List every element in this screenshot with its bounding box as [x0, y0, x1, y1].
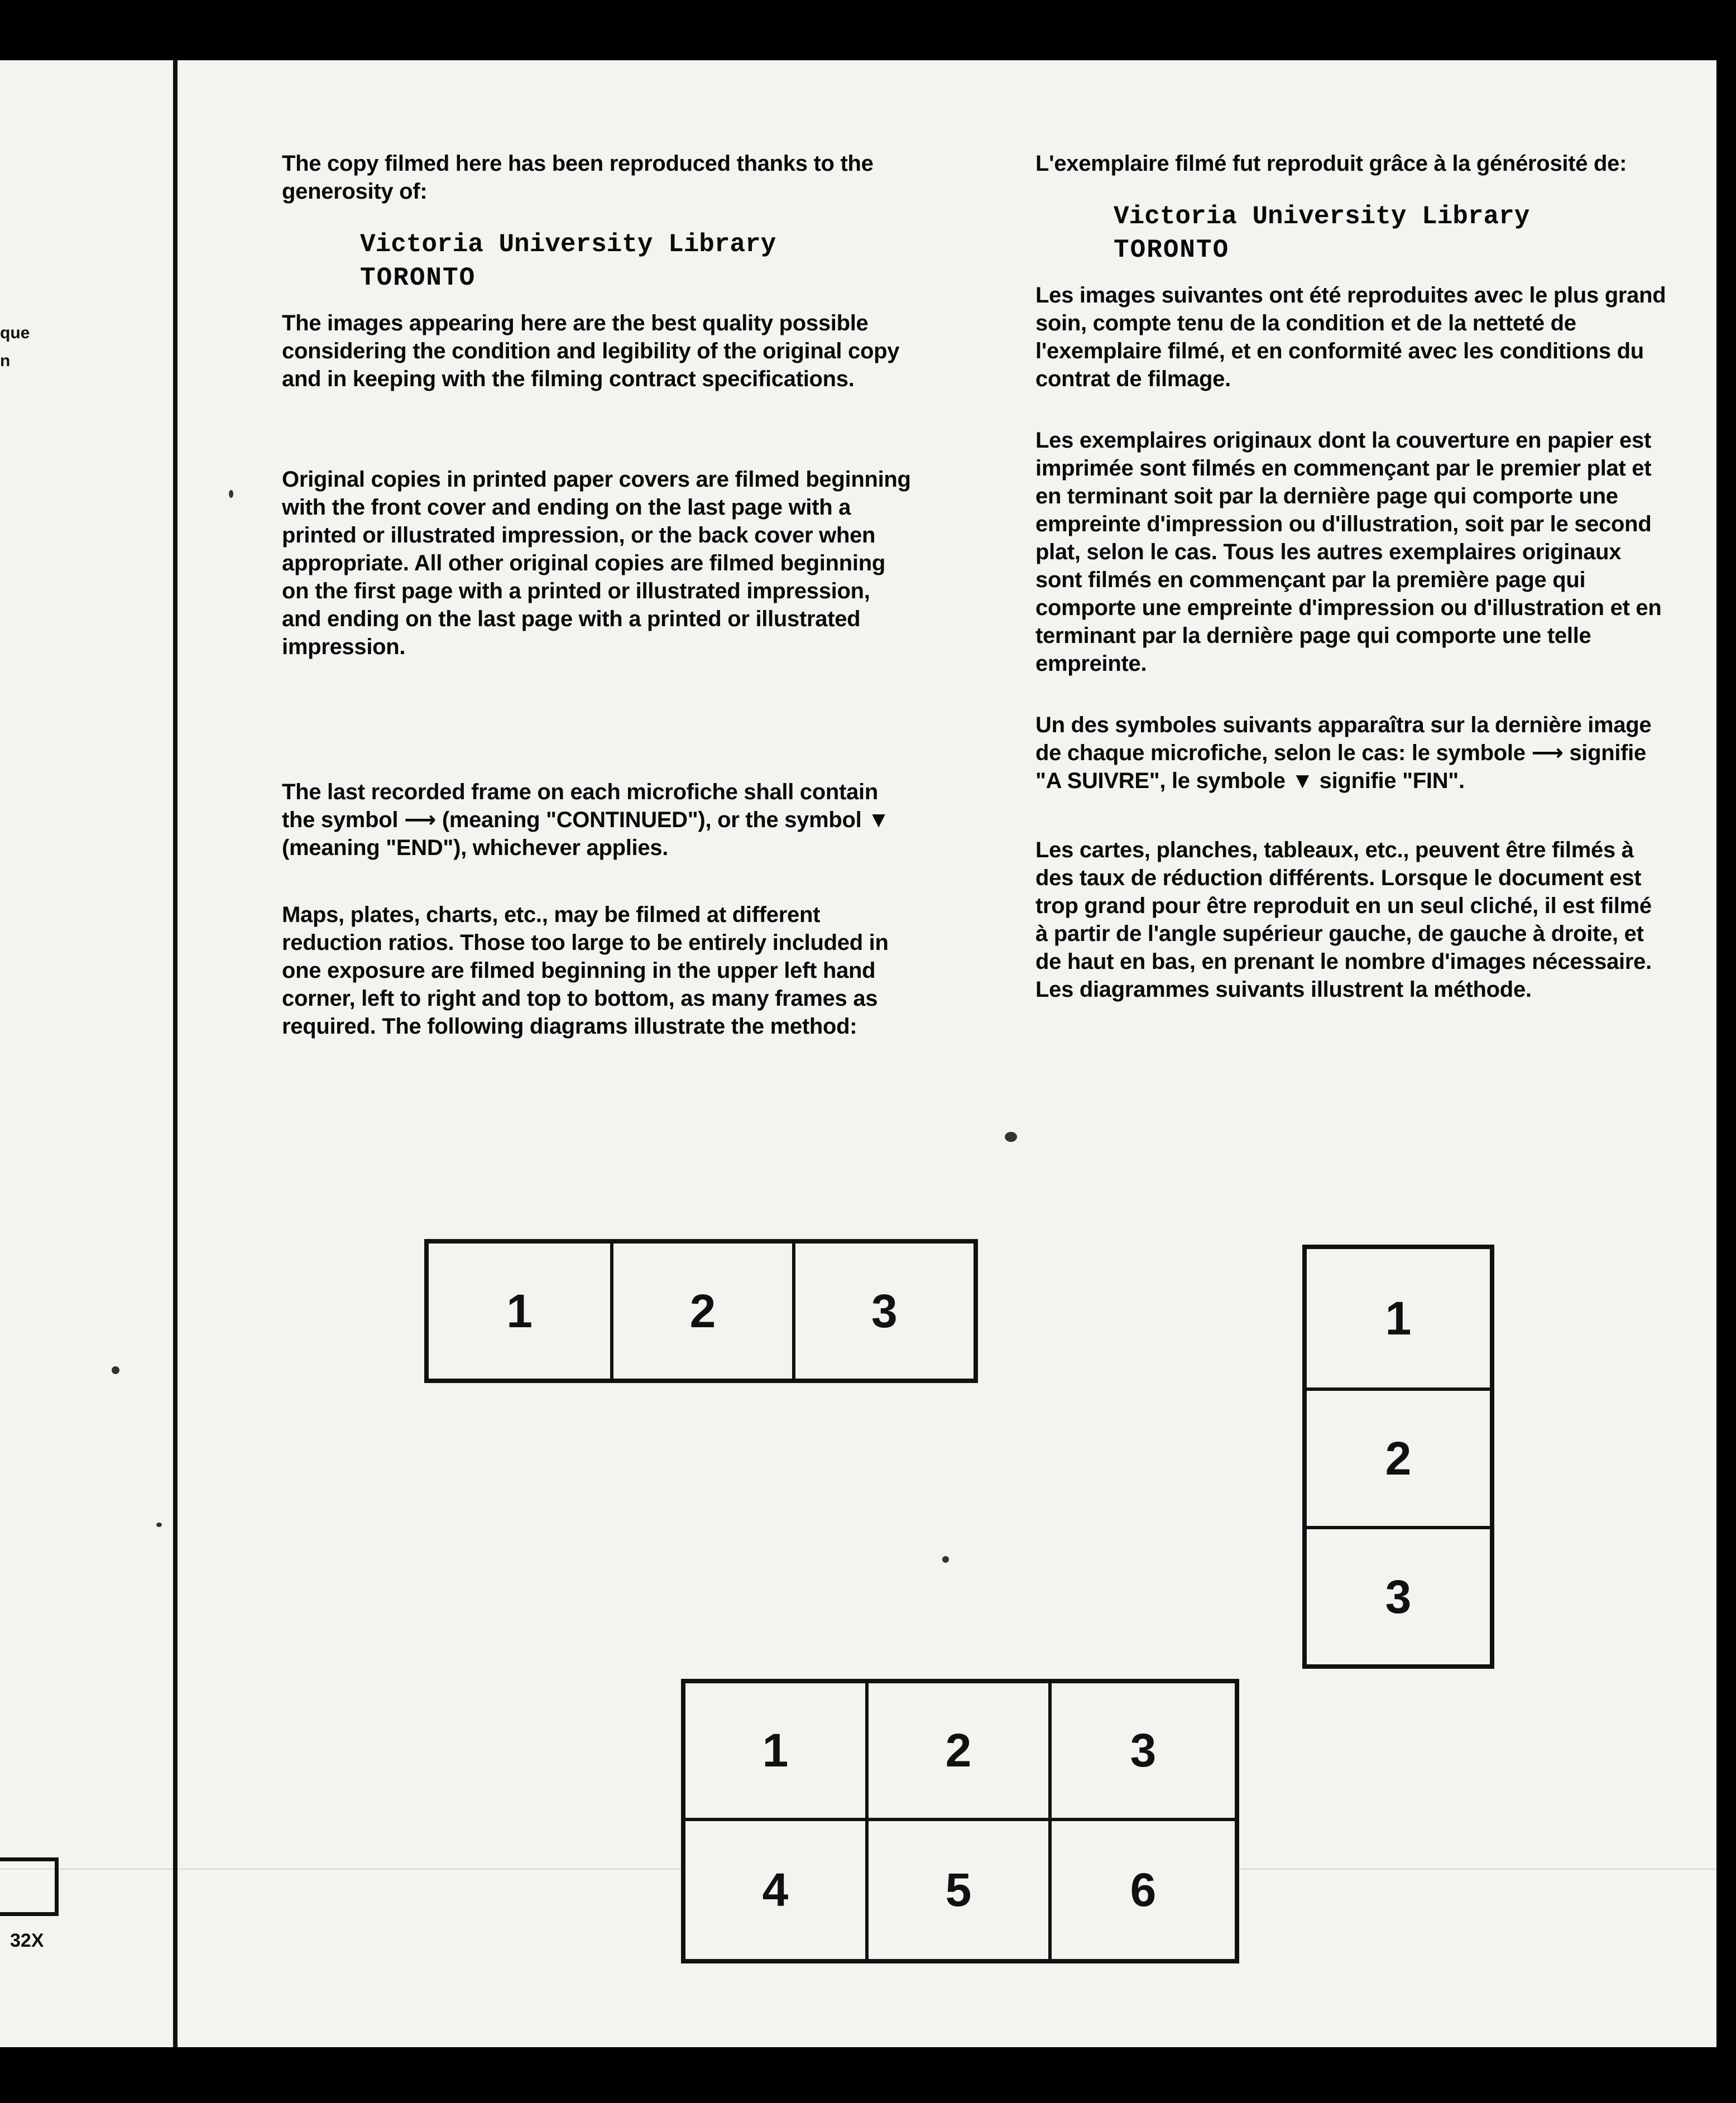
scan-speck [112, 1366, 119, 1374]
english-column [282, 150, 913, 1040]
scan-speck [156, 1523, 162, 1527]
maps-text-fr: Les cartes, planches, tableaux, etc., peuvent être filmés à des taux de réduction différents. Lorsque le document est trop grand pour être reproduit en un seul cliché, il est filmé à partir de l'angle supérieur gauche, de gauche à droite, et de haut en bas, en prenant le nombre d'images nécessaire. Les diagrammes suivants illustrent la méthode. [1035, 838, 1652, 1002]
scan-speck [229, 490, 233, 498]
frame-cell: 1 [1385, 1291, 1412, 1345]
library-block-en [360, 228, 913, 295]
edge-fragment: que [0, 324, 30, 342]
library-city-fr: TORONTO [1114, 236, 1230, 265]
library-name-en: Victoria University Library [360, 230, 776, 259]
frame-cell: 2 [610, 1243, 792, 1379]
quality-text-en: The images appearing here are the best quality possible considering the condition and legibility of the original copy and in keeping with the filming contract specifications. [282, 311, 900, 391]
frame-cell: 3 [1307, 1526, 1490, 1664]
diagram-vertical-frames [1302, 1245, 1494, 1669]
frame-cell: 2 [869, 1683, 1052, 1821]
frame-cell: 3 [1052, 1683, 1235, 1821]
maps-text-en: Maps, plates, charts, etc., may be filmed at different reduction ratios. Those too large to be entirely included in one exposure are filmed beginning in the upper left hand corner, left to right and top to bottom, as many frames as required. The following diagrams illustrate the method: [282, 902, 889, 1039]
thanks-text-en: The copy filmed here has been reproduced thanks to the generosity of: [282, 151, 874, 204]
previous-page-edge [0, 60, 173, 2047]
frame-cell: 2 [1307, 1387, 1490, 1526]
frame-cell: 3 [792, 1243, 973, 1379]
library-block-fr [1114, 200, 1666, 267]
diagram-grid-frames [681, 1679, 1239, 1963]
scan-speck [942, 1556, 949, 1563]
french-column [1035, 150, 1666, 1004]
covers-text-fr: Les exemplaires originaux dont la couverture en papier est imprimée sont filmés en commençant par le premier plat et en terminant soit par la dernière page qui comporte une empreinte d'impression ou d'illustration, soit par le second plat, selon le cas. Tous les autres exemplaires originaux sont filmés en commençant par la première page qui comporte une empreinte d'impression ou d'illustration et en terminant par la dernière page qui comporte une telle empreinte. [1035, 428, 1662, 676]
edge-fragment: n [0, 352, 11, 370]
frame-cell: 1 [685, 1683, 869, 1821]
page-spine-line [173, 60, 178, 2047]
microfiche-page [0, 60, 1716, 2047]
quality-text-fr: Les images suivantes ont été reproduites avec le plus grand soin, compte tenu de la condition et de la netteté de l'exemplaire filmé, et en conformité avec les conditions du contrat de filmage. [1035, 283, 1666, 391]
frame-cell: 6 [1130, 1864, 1157, 1916]
library-name-fr: Victoria University Library [1114, 202, 1530, 231]
covers-text-en: Original copies in printed paper covers are filmed beginning with the front cover and ending on the last page with a printed or illustrated impression, or the back cover when appropriate. All other original copies are filmed beginning on the first page with a printed or illustrated impression, and ending on the last page with a printed or illustrated impression. [282, 467, 911, 659]
diagram-horizontal-frames [424, 1239, 978, 1383]
library-city-en: TORONTO [360, 263, 476, 292]
reduction-marker-label: 32X [10, 1930, 44, 1951]
scan-speck [1005, 1132, 1017, 1142]
frame-cell: 1 [506, 1284, 533, 1337]
frame-cell: 4 [685, 1821, 869, 1959]
frame-cell: 5 [869, 1821, 1052, 1959]
frame-symbol-text-en: The last recorded frame on each microfiche shall contain the symbol ⟶ (meaning "CONTINUED"), or the symbol ▼ (meaning "END"), whichever applies. [282, 780, 890, 860]
thanks-text-fr: L'exemplaire filmé fut reproduit grâce à la générosité de: [1035, 151, 1627, 176]
reduction-marker-box [0, 1857, 59, 1916]
frame-symbol-text-fr: Un des symboles suivants apparaîtra sur la dernière image de chaque microfiche, selon le cas: le symbole ⟶ signifie "A SUIVRE", le symbole ▼ signifie "FIN". [1035, 713, 1652, 793]
